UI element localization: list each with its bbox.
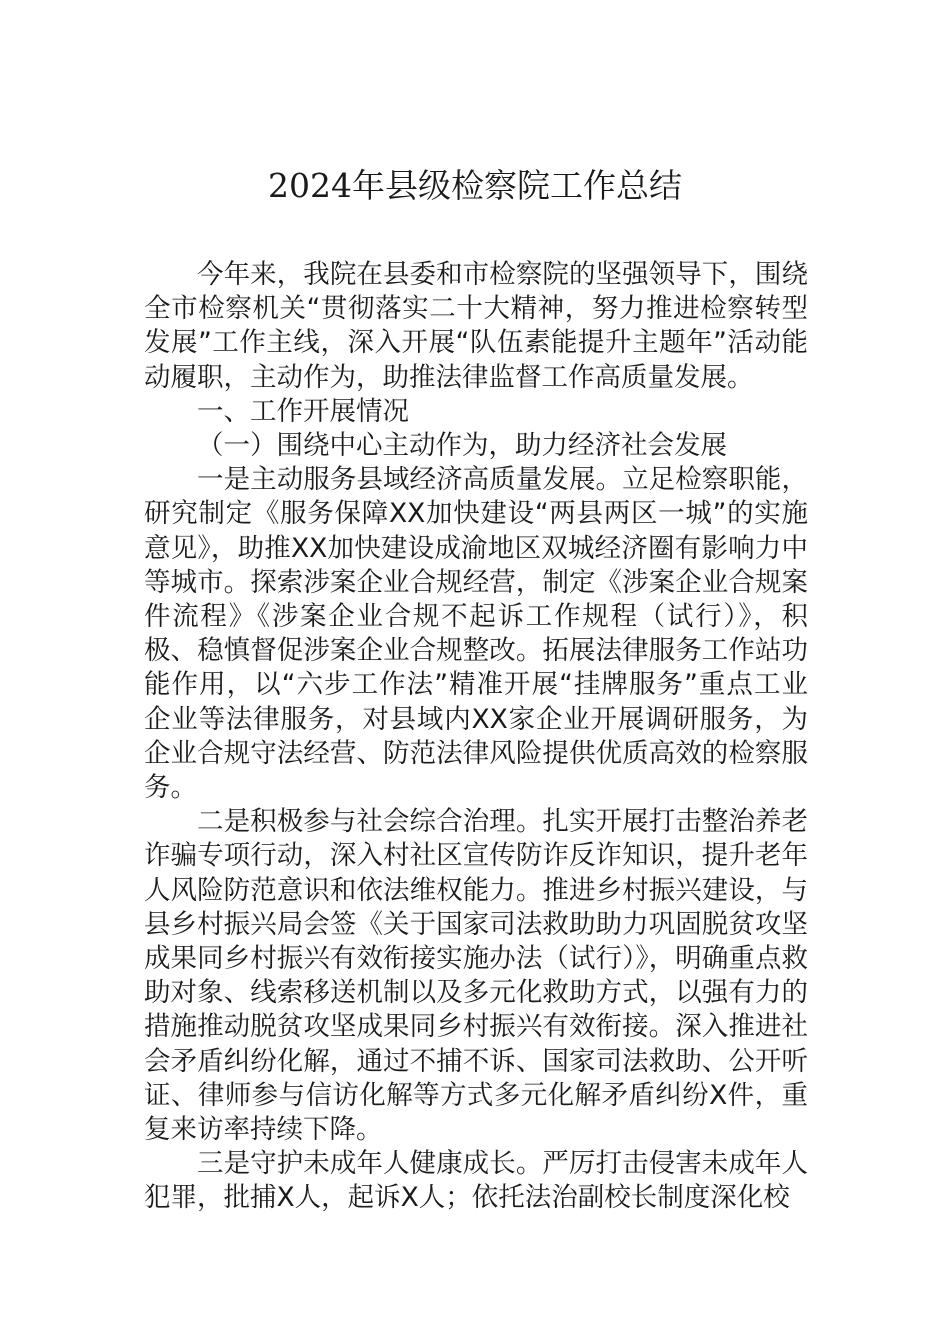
subsection-heading: （一）围绕中心主动作为，助力经济社会发展 <box>197 430 727 462</box>
section-heading: 一、工作开展情况 <box>197 395 409 427</box>
document-body <box>144 258 808 1216</box>
body-paragraph-economy: 一是主动服务县域经济高质量发展。立足检察职能，研究制定《服务保障XX加快建设“两县两区一城”的实施意见》，助推XX加快建设成渝地区双城经济圈有影响力中等城市。探索涉案企业合规经营，制定《涉案企业合规案件流程》《涉案企业合规不起诉工作规程（试行）》，积极、稳慎督促涉案企业合规整改。拓展法律服务工作站功能作用，以“六步工作法”精准开展“挂牌服务”重点工业企业等法律服务，对县域内XX家企业开展调研服务，为企业合规守法经营、防范法律风险提供优质高效的检察服务。 <box>144 464 808 804</box>
document-title: 2024年县级检察院工作总结 <box>268 166 682 205</box>
body-paragraph-minors: 三是守护未成年人健康成长。严厉打击侵害未成年人犯罪，批捕X人，起诉X人；依托法治副校长制度深化校 <box>144 1148 808 1214</box>
intro-paragraph: 今年来，我院在县委和市检察院的坚强领导下，围绕全市检察机关“贯彻落实二十大精神，努力推进检察转型发展”工作主线，深入开展“队伍素能提升主题年”活动能动履职，主动作为，助推法律监督工作高质量发展。 <box>144 259 808 393</box>
body-paragraph-governance: 二是积极参与社会综合治理。扎实开展打击整治养老诈骗专项行动，深入村社区宣传防诈反诈知识，提升老年人风险防范意识和依法维权能力。推进乡村振兴建设，与县乡村振兴局会签《关于国家司法救助助力巩固脱贫攻坚成果同乡村振兴有效衔接实施办法（试行）》，明确重点救助对象、线索移送机制以及多元化救助方式，以强有力的措施推动脱贫攻坚成果同乡村振兴有效衔接。深入推进社会矛盾纠纷化解，通过不捕不诉、国家司法救助、公开听证、律师参与信访化解等方式多元化解矛盾纠纷X件，重复来访率持续下降。 <box>144 806 808 1146</box>
